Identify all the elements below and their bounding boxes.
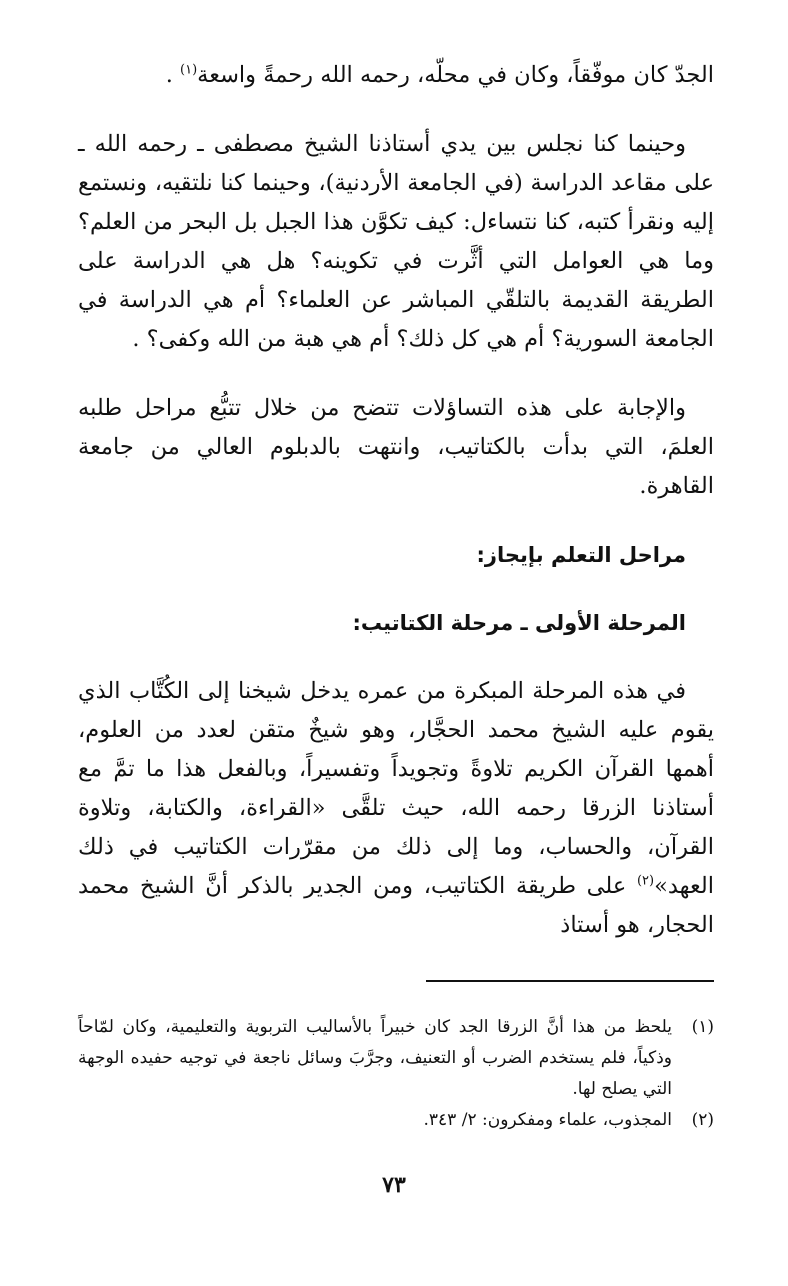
footnote-number: (١): [691, 1017, 714, 1037]
section-heading-kuttab: المرحلة الأولى ـ مرحلة الكتاتيب:: [352, 611, 686, 635]
footnotes: [78, 1012, 714, 1136]
footnote-ref-2[interactable]: (٢): [636, 873, 655, 889]
footnote-divider: [426, 980, 714, 982]
footnote-text: يلحظ من هذا أنَّ الزرقا الجد كان خبيراً بالأساليب التربوية والتعليمية، وكان لمّاحاً وذكياً، فلم يستخدم الضرب أو التعنيف، وجرَّبَ وسائل ناجعة في توجيه حفيده الوجهة التي يصلح لها.: [78, 1017, 672, 1099]
paragraph-questions: وحينما كنا نجلس بين يدي أستاذنا الشيخ مصطفى ـ رحمه الله ـ على مقاعد الدراسة (في الجامعة الأردنية)، وحينما كنا نلتقيه، ونستمع إليه ونقرأ كتبه، كنا نتساءل: كيف تكوَّن هذا الجبل بل البحر من العلم؟ وما هي العوامل التي أثَّرت في تكوينه؟ هل هي الدراسة على الطريقة القديمة بالتلقّي المباشر عن العلماء؟ أم هي الدراسة في الجامعة السورية؟ أم هي كل ذلك؟ أم هي هبة من الله وكفى؟ .: [78, 131, 714, 352]
paragraph-intro: [78, 56, 714, 95]
footnote-ref-1[interactable]: (١): [180, 62, 198, 78]
paragraph-kuttab-text: في هذه المرحلة المبكرة من عمره يدخل شيخنا إلى الكُتَّاب الذي يقوم عليه الشيخ محمد الحجَّار، وهو شيخٌ متقن لعدد من العلوم، أهمها القرآن الكريم تلاوةً وتجويداً وتفسيراً، وبالفعل هذا ما تمَّ مع أستاذنا الزرقا رحمه الله، حيث تلقَّى «القراءة، والكتابة، وتلاوة القرآن، والحساب، وما إلى ذلك من مقرّرات الكتاتيب في ذلك العهد»: [78, 678, 714, 899]
paragraph-answer: والإجابة على هذه التساؤلات تتضح من خلال تتبُّع مراحل طلبه العلمَ، التي بدأت بالكتاتيب، وانتهت بالدبلوم العالي من جامعة القاهرة.: [78, 395, 714, 499]
paragraph-kuttab-continuation: على طريقة الكتاتيب، ومن الجدير بالذكر أنَّ الشيخ محمد الحجار، هو أستاذ: [78, 873, 714, 938]
section-heading-stages: مراحل التعلم بإيجاز:: [476, 543, 686, 567]
footnote-text: المجذوب، علماء ومفكرون: ٢/ ٣٤٣.: [423, 1110, 672, 1130]
footnote-item: [78, 1012, 714, 1105]
paragraph-intro-text: الجدّ كان موفّقاً، وكان في محلّه، رحمه الله رحمةً واسعة: [197, 62, 714, 88]
page-body: [78, 56, 714, 945]
paragraph-kuttab: [78, 672, 714, 945]
paragraph-intro-end: .: [165, 62, 181, 88]
page-number: ٧٣: [382, 1172, 406, 1198]
footnote-item: [78, 1105, 714, 1136]
footnote-number: (٢): [691, 1110, 714, 1130]
